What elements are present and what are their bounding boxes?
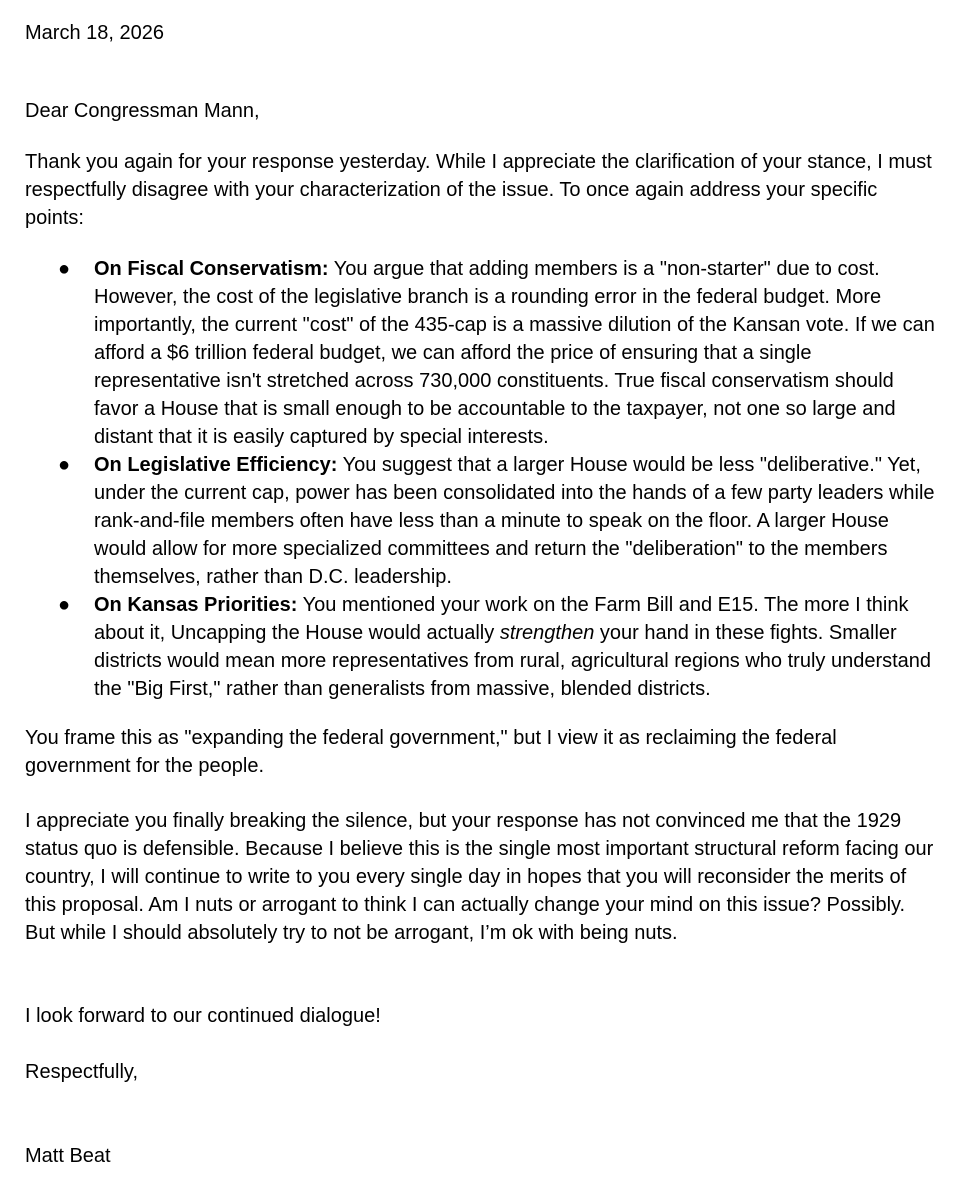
- list-item-kansas-priorities: [25, 591, 940, 703]
- point-text-continued: your hand in these fights. Smaller districts would mean more representatives from rural, agricultural regions who truly understand the "Big First," rather than generalists from massive, blended districts.: [94, 622, 932, 700]
- point-heading: On Fiscal Conservatism:: [94, 258, 329, 280]
- closing-paragraph: I appreciate you finally breaking the silence, but your response has not convinced me that the 1929 status quo is defensible. Because I believe this is the single most important structural reform facing our country, I will continue to write to you every single day in hopes that you will reconsider the merits of this proposal. Am I nuts or arrogant to think I can actually change your mind on this issue? Possibly. But while I should absolutely try to not be arrogant, I’m ok with being nuts.: [25, 810, 934, 944]
- point-text: You argue that adding members is a "non-starter" due to cost. However, the cost of the legislative branch is a rounding error in the federal budget. More importantly, the current "cost" of the 435-cap is a massive dilution of the Kansan vote. If we can afford a $6 trillion federal budget, we can afford the price of ensuring that a single representative isn't stretched across 730,000 constituents. True fiscal conservatism should favor a House that is small enough to be accountable to the taxpayer, not one so large and distant that it is easily captured by special interests.: [94, 258, 935, 448]
- point-emphasis: strengthen: [499, 622, 595, 644]
- bullet-icon: ●: [58, 454, 71, 476]
- salutation: Dear Congressman Mann,: [25, 100, 260, 122]
- list-item-legislative-efficiency: [25, 451, 940, 591]
- bullet-icon: ●: [58, 258, 71, 280]
- intro-paragraph: Thank you again for your response yesterday. While I appreciate the clarification of your stance, I must respectfully disagree with your characterization of the issue. To once again address your specific points:: [25, 151, 932, 229]
- point-text: You mentioned your work on the Farm Bill and E15. The more I think about it, Uncapping the House would actually: [94, 594, 909, 644]
- letter-date: March 18, 2026: [25, 22, 164, 44]
- signoff: Respectfully,: [25, 1061, 139, 1083]
- list-item-fiscal-conservatism: [25, 255, 940, 451]
- point-heading: On Legislative Efficiency:: [94, 454, 338, 476]
- look-forward-line: I look forward to our continued dialogue!: [25, 1005, 381, 1027]
- point-text: You suggest that a larger House would be less "deliberative." Yet, under the current cap, power has been consolidated into the hands of a few party leaders while rank-and-file members often have less than a minute to speak on the floor. A larger House would allow for more specialized committees and return the "deliberation" to the members themselves, rather than D.C. leadership.: [94, 454, 935, 588]
- signature-name: Matt Beat: [25, 1145, 111, 1167]
- points-list: [25, 255, 940, 703]
- frame-paragraph: You frame this as "expanding the federal government," but I view it as reclaiming the federal government for the people.: [25, 727, 837, 777]
- bullet-icon: ●: [58, 594, 71, 616]
- point-heading: On Kansas Priorities:: [94, 594, 298, 616]
